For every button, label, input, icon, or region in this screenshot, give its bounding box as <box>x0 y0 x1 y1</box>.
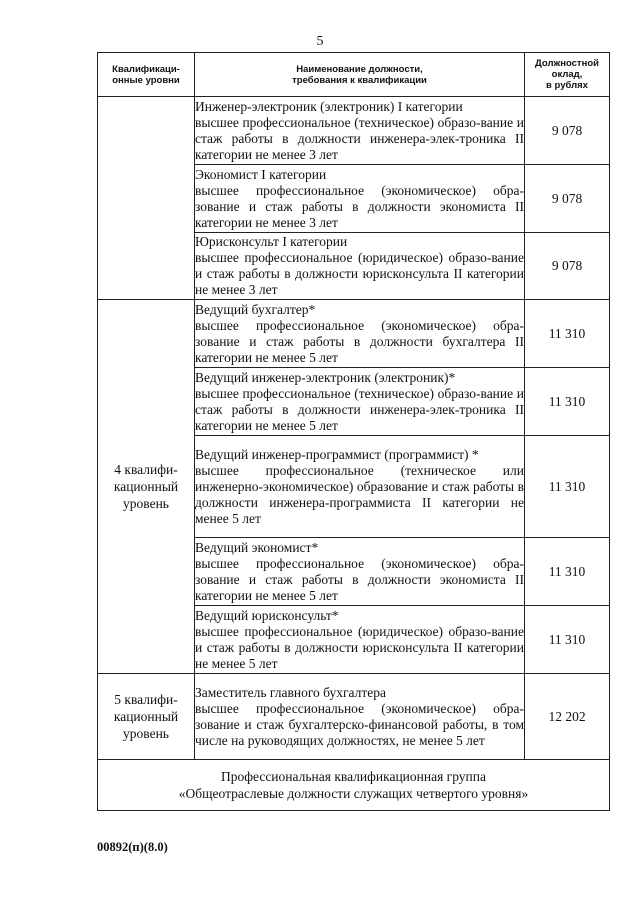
salary-value: 9 078 <box>551 258 583 273</box>
qualification-level-text: 5 квалифи- кационный уровень <box>113 692 179 741</box>
header-level <box>98 53 195 97</box>
position-description-cell <box>195 436 525 538</box>
position-description-cell <box>195 97 525 165</box>
salary-cell <box>525 97 610 165</box>
group-title-row <box>98 760 610 811</box>
position-title: Инженер-электроник (электроник) I категории <box>195 98 463 114</box>
salary-cell <box>525 300 610 368</box>
document-code: 00892(п)(8.0) <box>97 840 168 854</box>
salary-value: 11 310 <box>548 478 586 494</box>
header-salary-text: Должностной оклад, в рублях <box>535 58 599 91</box>
position-title: Ведущий экономист* <box>195 539 319 555</box>
group-title-cell <box>98 760 610 811</box>
table-header-row <box>98 53 610 97</box>
salary-value: 11 310 <box>548 393 586 409</box>
group-title-line2: «Общеотраслевые должности служащих четвертого уровня» <box>178 786 529 801</box>
table-row <box>98 300 610 368</box>
salary-value: 11 310 <box>548 325 586 341</box>
table-row <box>98 674 610 760</box>
position-requirements: высшее профессиональное (экономическое) обра-зование и стаж работы в должности бухгалтера II категории не менее 5 лет <box>195 317 524 365</box>
header-salary <box>525 53 610 97</box>
qualification-level-cell <box>98 97 195 300</box>
qualification-level-text: 4 квалифи- кационный уровень <box>113 462 179 511</box>
table-row <box>98 97 610 165</box>
salary-value: 11 310 <box>548 563 586 579</box>
salary-value: 9 078 <box>551 190 583 206</box>
salary-cell <box>525 606 610 674</box>
position-description-cell <box>195 538 525 606</box>
position-title: Юрисконсульт I категории <box>195 234 348 249</box>
salary-cell <box>525 674 610 760</box>
salary-cell <box>525 165 610 233</box>
position-title: Ведущий бухгалтер* <box>195 301 316 317</box>
position-title: Ведущий инженер-электроник (электроник)* <box>195 369 456 385</box>
salary-cell <box>525 233 610 300</box>
group-title-line1: Профессиональная квалификационная группа <box>221 769 486 784</box>
position-title: Экономист I категории <box>195 166 327 182</box>
qualification-level-cell <box>98 674 195 760</box>
salary-cell <box>525 538 610 606</box>
table-body <box>98 97 610 811</box>
page-number: 5 <box>316 34 324 49</box>
qualification-table <box>97 52 610 811</box>
position-description-cell <box>195 368 525 436</box>
position-title: Ведущий юрисконсульт* <box>195 607 339 623</box>
position-requirements: высшее профессиональное (техническое) образо-вание и стаж работы в должности инженера-элек-троника II категории не менее 3 лет <box>195 114 524 162</box>
position-description-cell <box>195 674 525 760</box>
position-requirements: высшее профессиональное (экономическое) обра-зование и стаж работы в должности экономиста II категории не менее 3 лет <box>195 182 524 230</box>
position-description-cell <box>195 606 525 674</box>
salary-value: 9 078 <box>551 122 583 138</box>
salary-value: 12 202 <box>548 708 586 724</box>
salary-value: 11 310 <box>548 631 586 647</box>
salary-cell <box>525 368 610 436</box>
header-position-text: Наименование должности, требования к квалификации <box>292 63 427 86</box>
position-title: Заместитель главного бухгалтера <box>195 684 387 700</box>
header-position <box>195 53 525 97</box>
position-requirements: высшее профессиональное (экономическое) обра-зование и стаж бухгалтерско-финансовой работы, в том числе на руководящих должностях, не менее 5 лет <box>195 700 524 748</box>
position-requirements: высшее профессиональное (юридическое) образо-вание и стаж работы в должности юрисконсульта II категории не менее 3 лет <box>195 250 524 297</box>
position-description-cell <box>195 233 525 300</box>
position-requirements: высшее профессиональное (юридическое) образо-вание и стаж работы в должности юрисконсульта II категории не менее 5 лет <box>195 623 524 671</box>
position-requirements: высшее профессиональное (экономическое) обра-зование и стаж работы в должности экономиста II категории не менее 5 лет <box>195 555 524 603</box>
header-level-text: Квалификаци- онные уровни <box>112 63 180 86</box>
position-description-cell <box>195 300 525 368</box>
position-description-cell <box>195 165 525 233</box>
position-requirements: высшее профессиональное (техническое) образо-вание и стаж работы в должности инженера-элек-троника II категории не менее 5 лет <box>195 385 524 433</box>
position-title: Ведущий инженер-программист (программист) * <box>195 446 479 462</box>
position-requirements: высшее профессиональное (техническое или инженерно-экономическое) образование и стаж работы в должности инженера-программиста II категории не менее 5 лет <box>195 462 524 526</box>
qualification-level-cell <box>98 300 195 674</box>
salary-cell <box>525 436 610 538</box>
